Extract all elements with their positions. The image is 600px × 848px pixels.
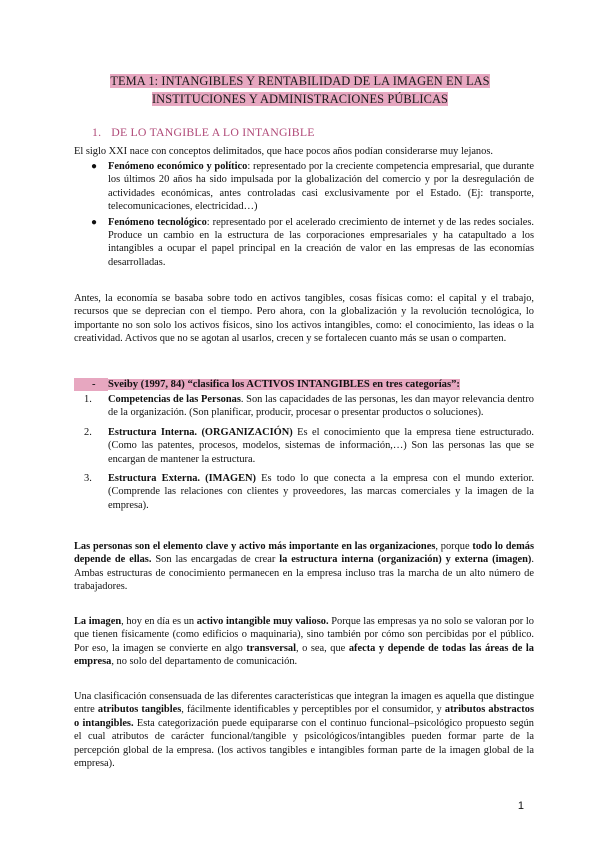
bullet-term: Fenómeno tecnológico	[108, 216, 207, 228]
bold-run: todo lo demás depende de ellas.	[74, 541, 534, 566]
text-run: , porque	[435, 541, 473, 552]
item-text: Es todo lo que conecta a la empresa con el mundo exterior. (Comprende las relaciones con clientes y proveedores, las marcas comerciales y la imagen de la empresa).	[108, 473, 534, 511]
item-text: Es el conocimiento que la empresa tiene estructurado. (Como las patentes, procesos, modelos, sistemas de información,…) Son las personas las que se encargan de mantener la estructura.	[108, 426, 534, 465]
bold-run: activo intangible muy valioso.	[196, 616, 329, 627]
item-number: 3.	[84, 473, 92, 485]
bullet-icon: ●	[90, 216, 98, 228]
list-item	[88, 160, 534, 214]
text-run: Porque las empresas ya no solo se valoran por lo que tienen físicamente (como edificios o maquinaria), sino también por cómo son percibidas por el público. Por eso, la imagen se convierte en algo	[74, 616, 534, 654]
sveiby-text: Sveiby (1997, 84) “clasifica los ACTIVOS INTANGIBLES en tres categorías”:	[108, 379, 460, 390]
item-term: Estructura Interna. (ORGANIZACIÓN)	[108, 426, 293, 438]
list-item	[84, 472, 534, 512]
text-run: . Ambas estructuras de conocimiento permanecen en la empresa incluso tras la marcha de un alto número de trabajadores.	[74, 554, 535, 593]
text-run: Esta categorización puede equipararse con el continuo funcional–psicológico propuesto según el cual atributos de carácter funcional/tangible y psicológicos/intangibles pueden formar parte de la percepción global de la empresa. (los activos tangibles e intangibles forman parte de la imagen global de la empresa).	[74, 717, 534, 770]
intro-paragraph: El siglo XXI nace con conceptos delimitados, que hace pocos años podían considerarse muy lejanos.	[74, 146, 493, 157]
text-run: Son las encargadas de crear	[151, 554, 280, 566]
bullet-text: : representado por el acelerado crecimiento de internet y de las redes sociales. Produce un cambio en la estructura de las corporaciones empresariales y ha catapultado a los intangibles a ocupar el papel principal en la creación de valor en las empresas de las economías desarrolladas.	[108, 216, 535, 268]
bullet-list	[88, 160, 534, 271]
personas-paragraph	[74, 540, 534, 594]
page-number: 1	[517, 800, 524, 812]
antes-paragraph: Antes, la economía se basaba sobre todo en activos tangibles, cosas físicas como: el capital y el trabajo, recursos que se deprecian con el tiempo. Pero ahora, con la globalización y la revolución tecnológica, lo importante no son solo los activos físicos, sino los activos intangibles, como: el conocimiento, las ideas o la creatividad. Activos que no se agotan al usarlos, crecen y se fortalecen cuanto más se usan o comparten.	[74, 293, 534, 345]
text-run: Una clasificación consensuada de las diferentes características que integran la imagen es aquella que distingue entre	[74, 691, 534, 716]
sveiby-heading	[74, 378, 534, 391]
section-heading	[92, 125, 315, 140]
bold-run: Las personas son el elemento clave y activo más importante en las organizaciones	[74, 541, 436, 552]
list-item	[84, 426, 534, 466]
bullet-term: Fenómeno económico y político	[108, 161, 248, 172]
text-run: , hoy en día es un	[121, 616, 197, 627]
dash-marker: -	[74, 378, 108, 391]
bold-run: atributos abstractos o intangibles.	[74, 704, 534, 729]
section-number: 1.	[92, 125, 102, 139]
title-line-2: INSTITUCIONES Y ADMINISTRACIONES PÚBLICAS	[151, 92, 449, 106]
text-run: , fácilmente identificables y perceptibles por el consumidor, y	[181, 704, 445, 716]
item-number: 1.	[84, 394, 92, 405]
document-title	[0, 72, 600, 108]
bold-run: La imagen	[74, 616, 122, 627]
categories-list	[84, 393, 534, 518]
text-run: , no solo del departamento de comunicación.	[111, 656, 298, 668]
bullet-text: : representado por la creciente competencia empresarial, que durante los últimos 20 años ha sido impulsada por la globalización del comercio y por la desregulación de actividades económicas, antes controladas casi exclusivamente por el Estado. (Ej: transporte, telecomunicaciones, electricidad…)	[108, 161, 534, 213]
title-line-1: TEMA 1: INTANGIBLES Y RENTABILIDAD DE LA IMAGEN EN LAS	[110, 74, 490, 88]
bullet-icon: ●	[90, 161, 98, 172]
item-term: Competencias de las Personas	[108, 394, 241, 405]
bold-run: la estructura interna (organización) y externa (imagen)	[279, 554, 532, 566]
bold-run: transversal	[246, 642, 296, 654]
text-run: , o sea, que	[295, 642, 349, 654]
item-number: 2.	[84, 426, 92, 438]
clasificacion-paragraph	[74, 690, 534, 770]
section-label: DE LO TANGIBLE A LO INTANGIBLE	[111, 125, 315, 139]
bold-run: atributos tangibles	[97, 704, 182, 716]
list-item	[88, 216, 534, 270]
imagen-paragraph	[74, 615, 534, 669]
item-term: Estructura Externa. (IMAGEN)	[108, 473, 256, 485]
list-item	[84, 393, 534, 420]
bold-run: afecta y depende de todas las áreas de la empresa	[74, 642, 534, 668]
item-text: . Son las capacidades de las personas, les dan mayor relevancia dentro de la organización. (Son planificar, producir, procesar o presentar productos o soluciones).	[108, 394, 534, 419]
